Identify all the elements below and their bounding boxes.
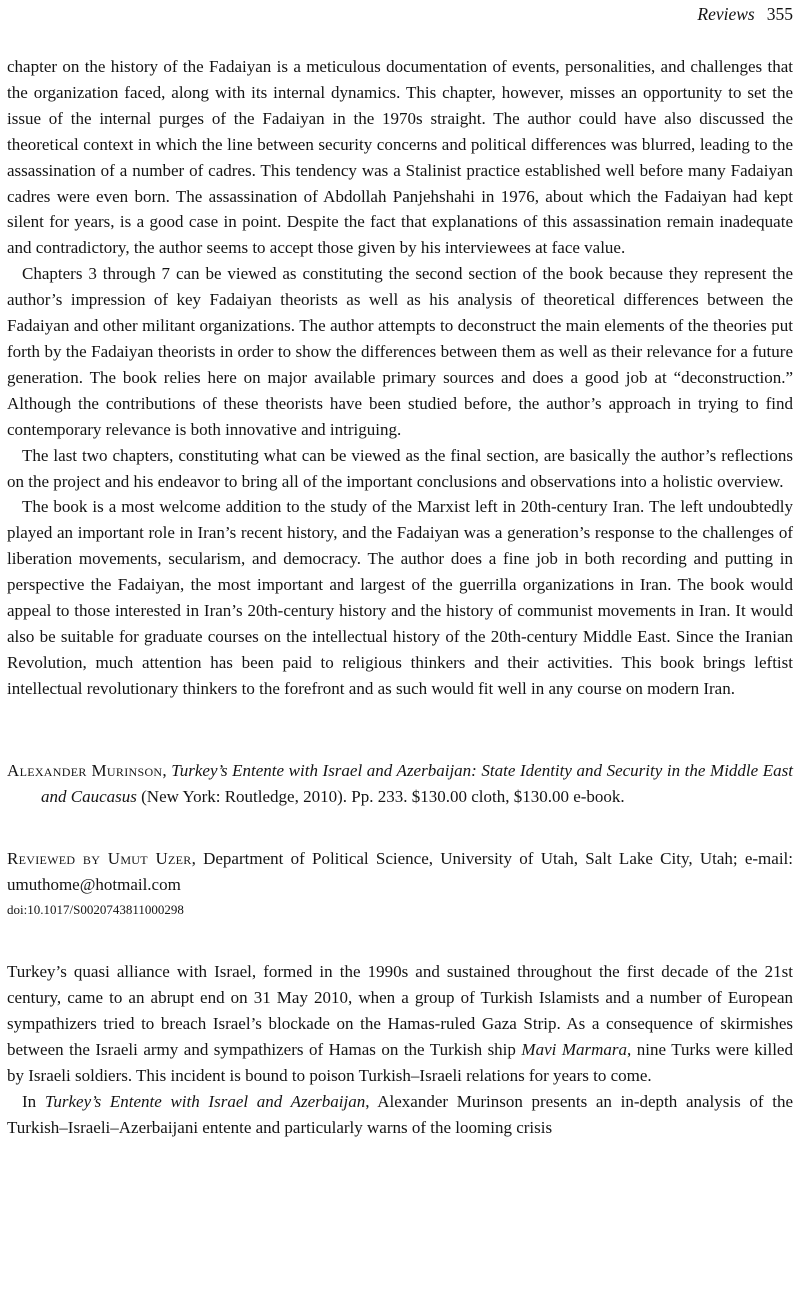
review2-book-title: Turkey’s Entente with Israel and Azerbaijan	[44, 1091, 366, 1111]
page-number: 355	[766, 4, 793, 24]
review2-paragraph-entente	[7, 1089, 793, 1141]
ship-name: Mavi Marmara	[521, 1040, 627, 1059]
review1-paragraph-chapters: Chapters 3 through 7 can be viewed as constituting the second section of the book because they represent the author’s impression of key Fadaiyan theorists as well as his analysis of theoretical differences between the Fadaiyan and other militant organizations. The author attempts to deconstruct the main elements of the theories put forth by the Fadaiyan theorists in order to show the differences between them as well as their relevance for a future generation. The book relies here on major available primary sources and does a good job at “deconstruction.” Although the contributions of these theorists have been studied before, the author’s approach in trying to find contemporary relevance is both innovative and intriguing.	[7, 264, 793, 439]
review1-paragraph-final-section: The last two chapters, constituting what can be viewed as the final section, are basically the author’s reflections on the project and his endeavor to bring all of the important conclusions and observations into a holistic overview.	[7, 445, 793, 491]
running-header	[7, 4, 793, 24]
review1-paragraph-continuation: chapter on the history of the Fadaiyan is a meticulous documentation of events, personalities, and challenges that the organization faced, along with its internal dynamics. This chapter, however, misses an opportunity to set the issue of the internal purges of the Fadaiyan in the 1970s straight. The author could have also discussed the theoretical context in which the line between security concerns and political differences was blurred, leading to the assassination of a number of cadres. This tendency was a Stalinist practice established well before many Fadaiyan cadres were even born. The assassination of Abdollah Panjehshahi in 1976, about which the Fadaiyan had kept silent for years, is a good case in point. Despite the fact that explanations of this assassination remain inadequate and contradictory, the author seems to accept those given by his interviewees at face value.	[7, 57, 793, 258]
reviewer-affiliation: , Department of Political Science, University of Utah, Salt Lake City, Utah; e-mail: umuthome@hotmail.com	[7, 849, 793, 895]
book-citation	[7, 758, 793, 810]
doi: doi:10.1017/S0020743811000298	[7, 902, 184, 918]
review2-paragraph-alliance	[7, 959, 793, 1089]
review1-paragraph-conclusion: The book is a most welcome addition to the study of the Marxist left in 20th-century Iran. The left undoubtedly played an important role in Iran’s recent history, and the Fadaiyan was a generation’s response to the challenges of liberation movements, secularism, and democracy. The author does a fine job in both recording and putting in perspective the Fadaiyan, the most important and largest of the guerrilla organizations in Iran. The book would appeal to those interested in Iran’s 20th-century history and the history of communist movements in Iran. It would also be suitable for graduate courses on the intellectual history of the 20th-century Middle East. Since the Iranian Revolution, much attention has been paid to religious thinkers and their activities. This book brings leftist intellectual revolutionary thinkers to the forefront and as such would fit well in any course on modern Iran.	[7, 497, 793, 698]
running-head-title: Reviews	[697, 4, 755, 24]
review2-alliance-text-end: , nine Turks were killed by Israeli soldiers. This incident is bound to poison Turkish–Israeli relations for years to come.	[7, 1040, 793, 1085]
citation-details: (New York: Routledge, 2010). Pp. 233. $130.00 cloth, $130.00 e-book.	[136, 786, 625, 806]
citation-book-title: Turkey’s Entente with Israel and Azerbaijan: State Identity and Security in the Middle East and Caucasus	[41, 760, 793, 806]
review2-entente-text: , Alexander Murinson presents an in-depth analysis of the Turkish–Israeli–Azerbaijani entente and particularly warns of the looming crisis	[7, 1091, 793, 1137]
review2-alliance-text: Turkey’s quasi alliance with Israel, formed in the 1990s and sustained throughout the first decade of the 21st century, came to an abrupt end on 31 May 2010, when a group of Turkish Islamists and a number of European sympathizers tried to breach Israel’s blockade on the Hamas-ruled Gaza Strip. As a consequence of skirmishes between the Israeli army and sympathizers of Hamas on the Turkish ship	[7, 962, 793, 1059]
review2-entente-intro: In	[22, 1091, 45, 1111]
reviewer-byline	[7, 846, 793, 898]
reviewer-name: Reviewed by Umut Uzer	[7, 849, 192, 869]
citation-author: Alexander Murinson	[7, 760, 163, 780]
citation-separator: ,	[162, 760, 172, 780]
